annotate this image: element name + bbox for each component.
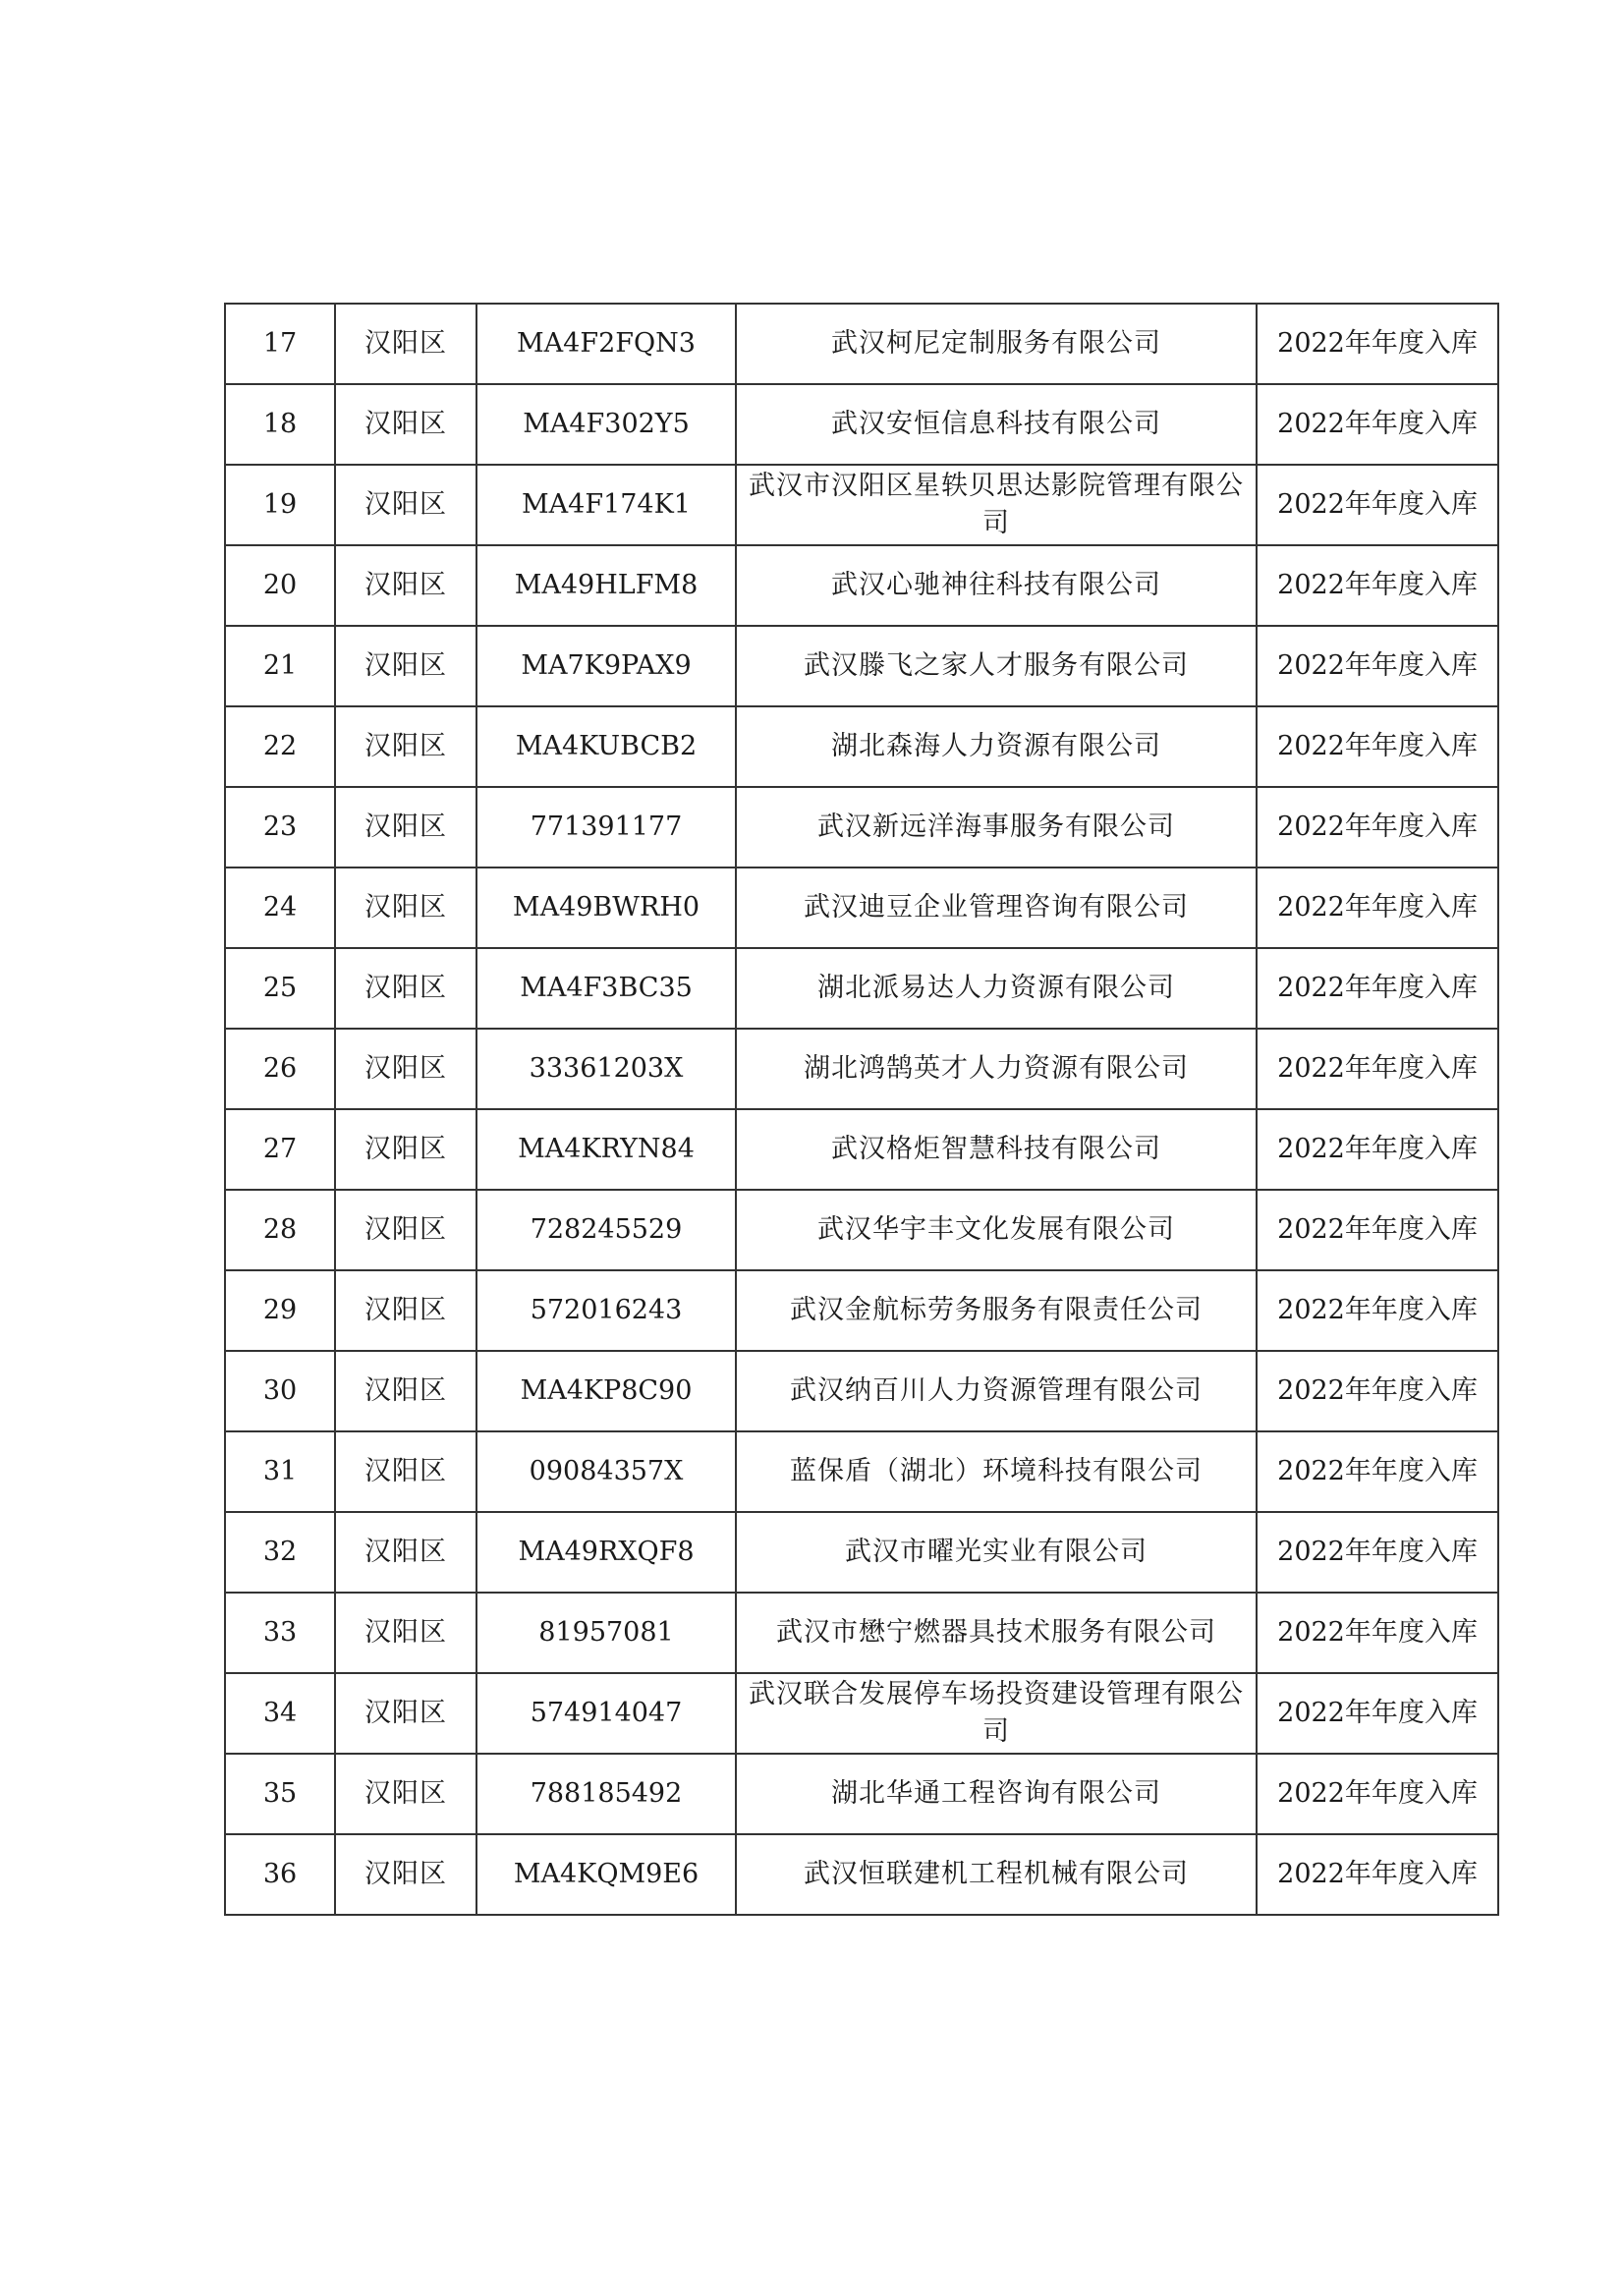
table-row: [225, 868, 1498, 948]
status-cell: 2022年年度入库: [1257, 465, 1498, 545]
district-cell: 汉阳区: [335, 1190, 476, 1270]
credit-code-cell: MA4KP8C90: [476, 1351, 736, 1431]
row-number-cell: 17: [225, 304, 335, 384]
credit-code-cell: MA4KRYN84: [476, 1109, 736, 1190]
row-number-cell: 31: [225, 1431, 335, 1512]
district-cell: 汉阳区: [335, 465, 476, 545]
table-row: [225, 545, 1498, 626]
row-number-cell: 28: [225, 1190, 335, 1270]
credit-code-cell: MA4KUBCB2: [476, 706, 736, 787]
row-number-cell: 21: [225, 626, 335, 706]
status-cell: 2022年年度入库: [1257, 1270, 1498, 1351]
row-number-cell: 23: [225, 787, 335, 868]
company-name-cell: 湖北森海人力资源有限公司: [736, 706, 1257, 787]
row-number-cell: 18: [225, 384, 335, 465]
credit-code-cell: MA49RXQF8: [476, 1512, 736, 1593]
district-cell: 汉阳区: [335, 706, 476, 787]
status-cell: 2022年年度入库: [1257, 1190, 1498, 1270]
row-number-cell: 22: [225, 706, 335, 787]
status-cell: 2022年年度入库: [1257, 545, 1498, 626]
row-number-cell: 30: [225, 1351, 335, 1431]
credit-code-cell: 771391177: [476, 787, 736, 868]
status-cell: 2022年年度入库: [1257, 868, 1498, 948]
status-cell: 2022年年度入库: [1257, 948, 1498, 1029]
credit-code-cell: 572016243: [476, 1270, 736, 1351]
row-number-cell: 19: [225, 465, 335, 545]
company-name-cell: 武汉市懋宁燃器具技术服务有限公司: [736, 1593, 1257, 1673]
district-cell: 汉阳区: [335, 868, 476, 948]
district-cell: 汉阳区: [335, 1109, 476, 1190]
status-cell: 2022年年度入库: [1257, 1029, 1498, 1109]
credit-code-cell: MA4F174K1: [476, 465, 736, 545]
company-name-cell: 武汉纳百川人力资源管理有限公司: [736, 1351, 1257, 1431]
district-cell: 汉阳区: [335, 1351, 476, 1431]
status-cell: 2022年年度入库: [1257, 1834, 1498, 1915]
status-cell: 2022年年度入库: [1257, 626, 1498, 706]
row-number-cell: 26: [225, 1029, 335, 1109]
row-number-cell: 36: [225, 1834, 335, 1915]
district-cell: 汉阳区: [335, 1673, 476, 1754]
district-cell: 汉阳区: [335, 787, 476, 868]
table-row: [225, 1351, 1498, 1431]
row-number-cell: 35: [225, 1754, 335, 1834]
table-row: [225, 304, 1498, 384]
credit-code-cell: MA4KQM9E6: [476, 1834, 736, 1915]
row-number-cell: 34: [225, 1673, 335, 1754]
district-cell: 汉阳区: [335, 384, 476, 465]
status-cell: 2022年年度入库: [1257, 304, 1498, 384]
company-name-cell: 武汉市曜光实业有限公司: [736, 1512, 1257, 1593]
company-name-cell: 武汉柯尼定制服务有限公司: [736, 304, 1257, 384]
status-cell: 2022年年度入库: [1257, 706, 1498, 787]
table-row: [225, 948, 1498, 1029]
table-row: [225, 1029, 1498, 1109]
company-name-cell: 湖北华通工程咨询有限公司: [736, 1754, 1257, 1834]
status-cell: 2022年年度入库: [1257, 1512, 1498, 1593]
table-body: [225, 304, 1498, 1915]
table-row: [225, 1593, 1498, 1673]
district-cell: 汉阳区: [335, 626, 476, 706]
credit-code-cell: MA4F302Y5: [476, 384, 736, 465]
row-number-cell: 24: [225, 868, 335, 948]
row-number-cell: 20: [225, 545, 335, 626]
row-number-cell: 25: [225, 948, 335, 1029]
table-row: [225, 706, 1498, 787]
credit-code-cell: 574914047: [476, 1673, 736, 1754]
table-row: [225, 1109, 1498, 1190]
row-number-cell: 29: [225, 1270, 335, 1351]
table-row: [225, 1431, 1498, 1512]
credit-code-cell: 728245529: [476, 1190, 736, 1270]
credit-code-cell: MA7K9PAX9: [476, 626, 736, 706]
status-cell: 2022年年度入库: [1257, 1431, 1498, 1512]
credit-code-cell: 33361203X: [476, 1029, 736, 1109]
company-name-cell: 湖北鸿鹄英才人力资源有限公司: [736, 1029, 1257, 1109]
credit-code-cell: 788185492: [476, 1754, 736, 1834]
table-row: [225, 1673, 1498, 1754]
status-cell: 2022年年度入库: [1257, 787, 1498, 868]
status-cell: 2022年年度入库: [1257, 1593, 1498, 1673]
company-list-table: [224, 303, 1499, 1916]
company-name-cell: 武汉联合发展停车场投资建设管理有限公司: [736, 1673, 1257, 1754]
district-cell: 汉阳区: [335, 1593, 476, 1673]
district-cell: 汉阳区: [335, 1431, 476, 1512]
credit-code-cell: MA49BWRH0: [476, 868, 736, 948]
table-row: [225, 465, 1498, 545]
district-cell: 汉阳区: [335, 1834, 476, 1915]
table-row: [225, 1190, 1498, 1270]
company-name-cell: 武汉新远洋海事服务有限公司: [736, 787, 1257, 868]
company-name-cell: 武汉滕飞之家人才服务有限公司: [736, 626, 1257, 706]
company-name-cell: 武汉华宇丰文化发展有限公司: [736, 1190, 1257, 1270]
row-number-cell: 27: [225, 1109, 335, 1190]
table-row: [225, 1512, 1498, 1593]
credit-code-cell: MA4F2FQN3: [476, 304, 736, 384]
status-cell: 2022年年度入库: [1257, 384, 1498, 465]
credit-code-cell: 81957081: [476, 1593, 736, 1673]
table-row: [225, 1270, 1498, 1351]
company-name-cell: 武汉心驰神往科技有限公司: [736, 545, 1257, 626]
company-name-cell: 武汉迪豆企业管理咨询有限公司: [736, 868, 1257, 948]
table-row: [225, 1834, 1498, 1915]
row-number-cell: 32: [225, 1512, 335, 1593]
company-name-cell: 武汉安恒信息科技有限公司: [736, 384, 1257, 465]
district-cell: 汉阳区: [335, 545, 476, 626]
company-name-cell: 武汉格炬智慧科技有限公司: [736, 1109, 1257, 1190]
district-cell: 汉阳区: [335, 1029, 476, 1109]
credit-code-cell: 09084357X: [476, 1431, 736, 1512]
status-cell: 2022年年度入库: [1257, 1754, 1498, 1834]
district-cell: 汉阳区: [335, 1754, 476, 1834]
table-row: [225, 384, 1498, 465]
company-name-cell: 湖北派易达人力资源有限公司: [736, 948, 1257, 1029]
company-name-cell: 蓝保盾（湖北）环境科技有限公司: [736, 1431, 1257, 1512]
credit-code-cell: MA4F3BC35: [476, 948, 736, 1029]
district-cell: 汉阳区: [335, 948, 476, 1029]
credit-code-cell: MA49HLFM8: [476, 545, 736, 626]
company-name-cell: 武汉金航标劳务服务有限责任公司: [736, 1270, 1257, 1351]
status-cell: 2022年年度入库: [1257, 1109, 1498, 1190]
table-row: [225, 626, 1498, 706]
table-row: [225, 787, 1498, 868]
company-name-cell: 武汉市汉阳区星轶贝思达影院管理有限公司: [736, 465, 1257, 545]
table-row: [225, 1754, 1498, 1834]
status-cell: 2022年年度入库: [1257, 1673, 1498, 1754]
district-cell: 汉阳区: [335, 1270, 476, 1351]
district-cell: 汉阳区: [335, 1512, 476, 1593]
status-cell: 2022年年度入库: [1257, 1351, 1498, 1431]
company-name-cell: 武汉恒联建机工程机械有限公司: [736, 1834, 1257, 1915]
row-number-cell: 33: [225, 1593, 335, 1673]
district-cell: 汉阳区: [335, 304, 476, 384]
